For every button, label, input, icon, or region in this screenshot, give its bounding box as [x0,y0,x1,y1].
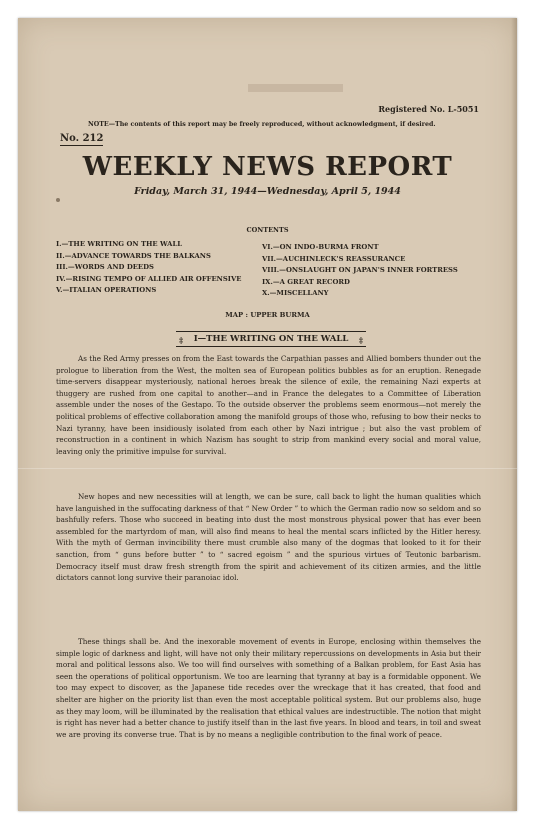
registered-number: Registered No. L-5051 [378,104,479,114]
paper-edge-shadow [511,18,517,811]
body-paragraph: As the Red Army presses on from the East towards the Carpathian passes and Allied bombers thunder out the prologue to liberation from the West, the molten sea of European politics bubbles as for an eruption. Renegade time-servers disappear mysteriously, national heroes break the silence of exile, the remaining Nazi experts at thuggery are rushed from one capital to another—and in France the delegates to a Committee of Liberation assemble under the noses of the Gestapo. To the outside observer the problems seem enormous—not merely the political problems of effective collaboration among the manifold groups of those who, refusing to bow their necks to Nazi tyranny, have been insidiously isolated from each other by Nazi intrigue ; but also the vast problem of reconstruction in a continent in which Nazism has sought to strip from mankind every social and moral value, leaving only the primitive impulse for survival. [56,354,481,456]
double-dagger-icon: ‡ [358,335,363,345]
reproduction-note: NOTE—The contents of this report may be freely reproduced, without acknowledgment, if desired. [88,121,436,128]
section-heading [176,331,366,347]
body-paragraph: These things shall be. And the inexorable movement of events in Europe, enclosing within themselves the simple logic of darkness and light, will have not only their military repercussions on developments in Asia but their moral and political lessons also. We too will find ourselves with something of a Balkan problem, for East Asia has seen the operations of political opportunism. We too are learning that tyranny at bay is a formidable opponent. We too may expect to discover, as the Japanese tide recedes over the wreckage that it has created, that food and shelter are higher on the priority list than even the most acceptable political system. But our problems also, huge as they may loom, will be illuminated by the realisation that ethical values are indestructible. The notion that might is right has never had a better chance to justify itself than in the last five years. In blood and tears, in toil and sweat we are proving its converse true. That is by no means a negligible contribution to the final work of peace. [56,637,481,739]
staple-hole [56,198,60,202]
contents-item: IV.—RISING TEMPO OF ALLIED AIR OFFENSIVE [56,274,242,283]
contents-right-column [262,242,458,300]
body-paragraph: New hopes and new necessities will at length, we can be sure, call back to light the human qualities which have languished in the suffocating darkness of that “ New Order ” to which the German radio now so seldom and so bashfully refers. Those who succeed in beating into dust the most monstrous physical power that has ever been assembled for the martyrdom of man, will also find means to heal the mental scars inflicted by the Hitler heresy. With the myth of German invincibility there must crumble also many of the dogmas that looked to it for their sanction, from “ guns before butter ” to “ sacred egoism ” and the spurious virtues of Teutonic barbarism. Democracy itself must draw fresh strength from the spirit and achievement of its citizen armies, and the little dictators cannot long survive their paranoiac idol. [56,492,481,583]
issue-number: No. 212 [60,133,104,144]
contents-item: III.—WORDS AND DEEDS [56,263,154,271]
contents-item: VII.—AUCHINLECK'S REASSURANCE [262,254,406,263]
map-caption: MAP : UPPER BURMA [225,311,310,319]
contents-item: X.—MISCELLANY [262,289,329,297]
contents-item: VIII.—ONSLAUGHT ON JAPAN'S INNER FORTRESS [262,266,458,274]
report-dates: Friday, March 31, 1944—Wednesday, April 5, 1944 [134,186,401,197]
contents-item: VI.—ON INDO-BURMA FRONT [262,243,379,251]
section-heading-text: I—THE WRITING ON THE WALL [193,334,349,344]
faded-stamp [248,84,343,92]
double-dagger-icon: ‡ [179,335,184,345]
contents-item: II.—ADVANCE TOWARDS THE BALKANS [56,251,211,260]
contents-heading: CONTENTS [246,226,289,234]
report-title: WEEKLY NEWS REPORT [82,152,453,182]
contents-left-column [56,239,241,297]
contents-item: V.—ITALIAN OPERATIONS [56,286,157,294]
fold-line [18,468,517,469]
contents-item: IX.—A GREAT RECORD [262,277,350,286]
contents-item: I.—THE WRITING ON THE WALL [56,240,183,248]
document-page [18,18,517,811]
